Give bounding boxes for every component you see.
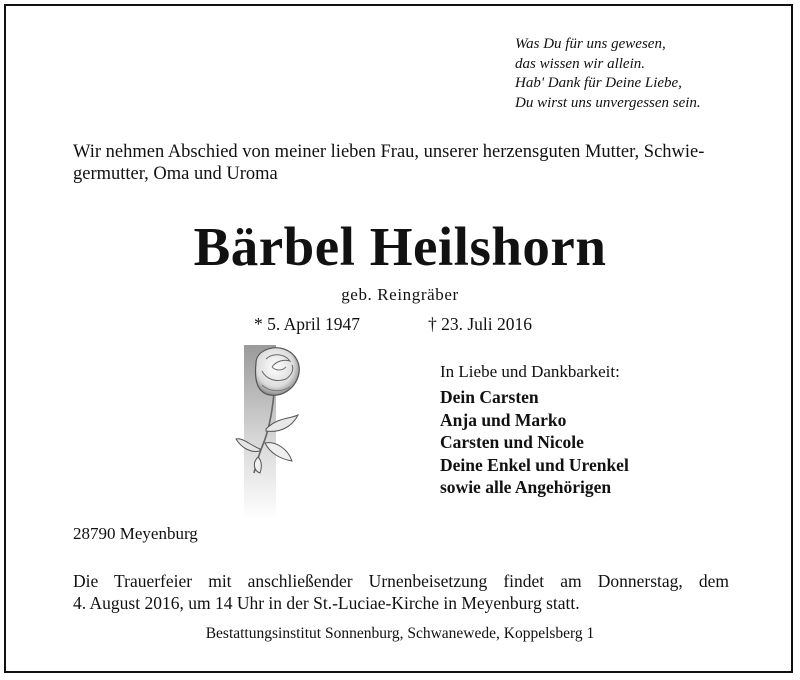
maiden-name: geb. Reingräber [341, 285, 459, 304]
intro-text [73, 141, 741, 185]
mourner-name: Deine Enkel und Urenkel [440, 454, 629, 475]
intro-line: Wir nehmen Abschied von meiner lieben Frau, unserer herzensguten Mutter, Schwie- [73, 142, 705, 162]
mourner-name: Dein Carsten [440, 387, 539, 407]
deceased-name: Bärbel Heilshorn [193, 216, 607, 277]
birth-date: * 5. April 1947 [254, 314, 360, 334]
poem-line: das wissen wir allein. [515, 55, 646, 72]
funeral-notice [73, 571, 729, 614]
rose-icon [232, 345, 306, 520]
mourner-list [440, 386, 629, 499]
location: 28790 Meyenburg [73, 524, 198, 543]
poem [515, 35, 701, 113]
poem-line: Hab' Dank für Deine Liebe, [515, 75, 682, 91]
mourner-name: Anja und Marko [440, 409, 567, 430]
poem-line: Du wirst uns unvergessen sein. [515, 94, 701, 111]
thanks-heading: In Liebe und Dankbarkeit: [440, 362, 620, 381]
mourner-name: Carsten und Nicole [440, 432, 584, 452]
funeral-line: 4. August 2016, um 14 Uhr in der St.-Luciae-Kirche in Meyenburg statt. [73, 592, 580, 613]
mourner-name: sowie alle Angehörigen [440, 477, 612, 497]
intro-line: germutter, Oma und Uroma [73, 164, 278, 184]
poem-line: Was Du für uns gewesen, [515, 36, 666, 52]
death-date: † 23. Juli 2016 [428, 314, 533, 334]
undertaker: Bestattungsinstitut Sonnenburg, Schwanewede, Koppelsberg 1 [205, 625, 595, 642]
funeral-line: Die Trauerfeier mit anschließender Urnenbeisetzung findet am Donnerstag, dem [73, 571, 729, 591]
